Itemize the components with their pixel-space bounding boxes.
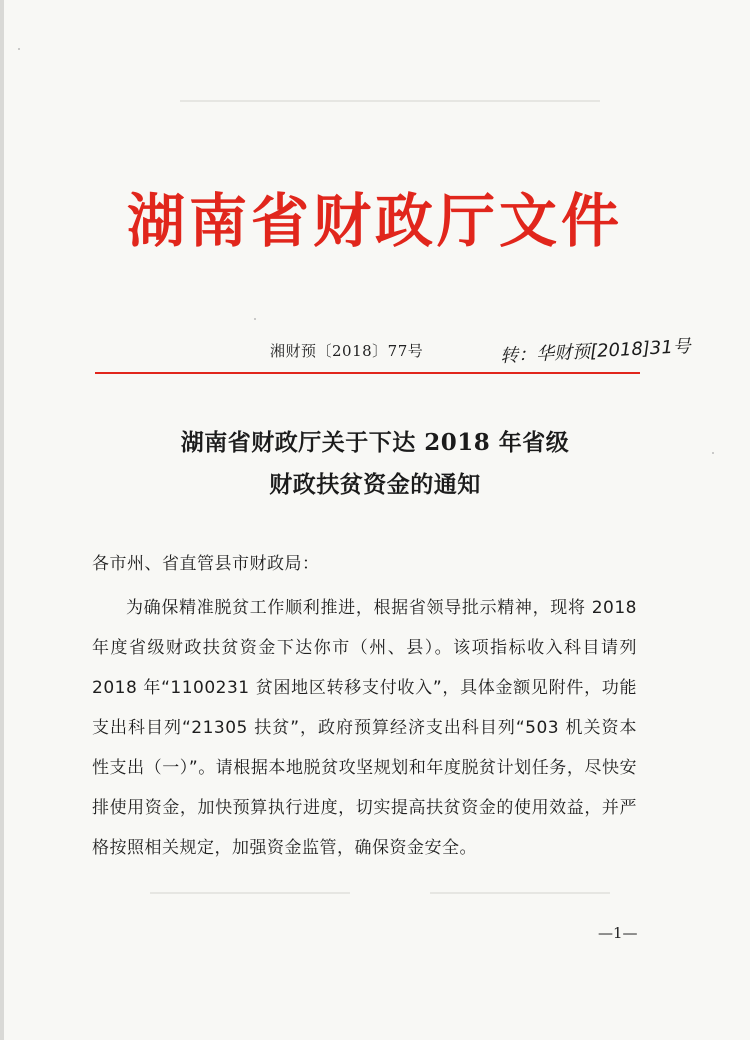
document-number: 湘财预〔2018〕77号 [270, 342, 424, 360]
salutation: 各市州、省直管县市财政局： [92, 554, 320, 574]
document-title-line-2: 财政扶贫资金的通知 [269, 471, 481, 498]
bleed-through-line [180, 100, 600, 102]
scan-edge [0, 0, 4, 1040]
scan-speck [254, 318, 256, 320]
page-number: —1— [598, 924, 638, 942]
bleed-through-line [150, 892, 350, 894]
bleed-through-line [430, 892, 610, 894]
body-paragraph: 为确保精准脱贫工作顺利推进，根据省领导批示精神，现将 2018 年度省级财政扶贫资金下达你市（州、县）。该项指标收入科目请列 2018 年“1100231 贫困地区转移支付收入”，具体金额见附件，功能支出科目列“21305 扶贫”，政府预算经济支出科目列“503 机关资本性支出（一）”。请根据本地脱贫攻坚规划和年度脱贫计划任务，尽快安排使用资金，加快预算执行进度，切实提高扶贫资金的使用效益，并严格按照相关规定，加强资金监管，确保资金安全。 [92, 598, 637, 858]
scan-speck [18, 48, 20, 50]
document-title-line-1: 湖南省财政厅关于下达 2018 年省级 [180, 429, 570, 456]
red-divider-line [95, 372, 640, 374]
document-masthead: 湖南省财政厅文件 [126, 187, 623, 255]
handwritten-annotation: 转：华财预[2018]31号 [499, 336, 692, 367]
